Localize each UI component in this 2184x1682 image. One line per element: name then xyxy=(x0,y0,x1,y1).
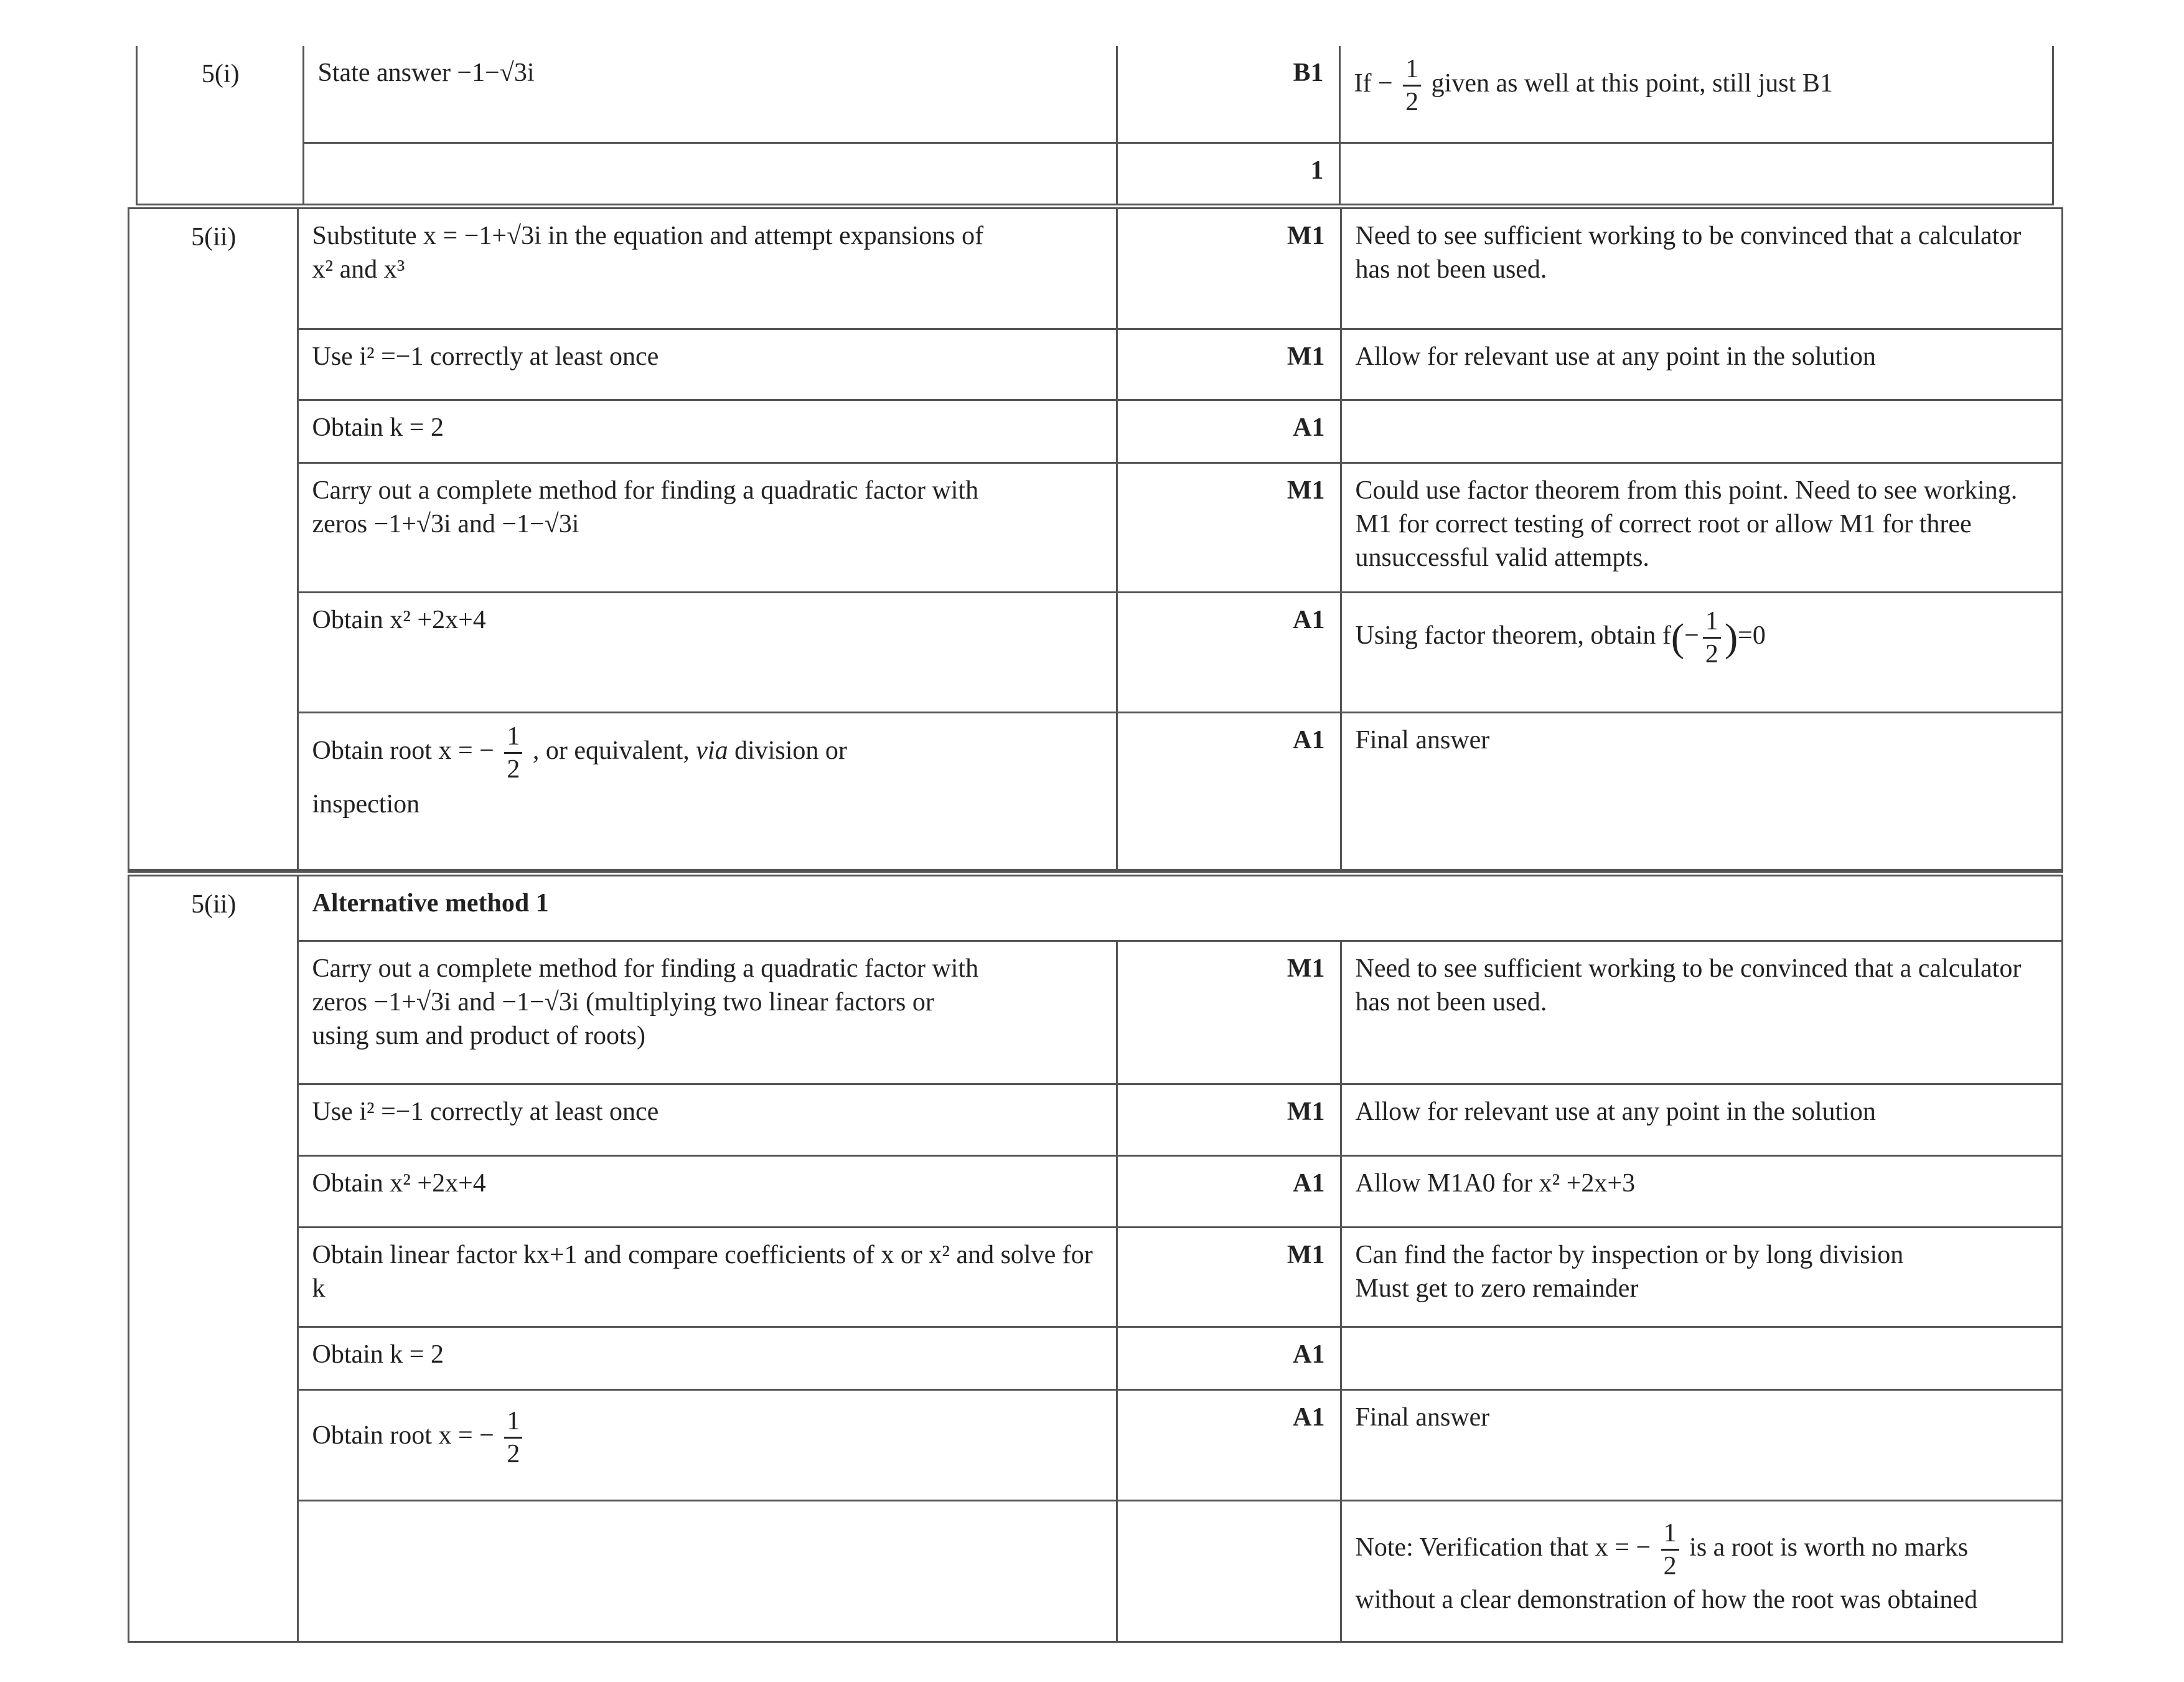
guidance-cell: Final answer xyxy=(1341,712,2061,869)
guidance-text: Using factor theorem, obtain f xyxy=(1355,621,1671,650)
guidance-line: Must get to zero remainder xyxy=(1355,1274,1639,1303)
guidance-line: without a clear demonstration of how the root was obtained xyxy=(1355,1585,1978,1614)
answer-line: Carry out a complete method for finding a quadratic factor with xyxy=(312,954,979,983)
numerator: 1 xyxy=(504,1408,522,1439)
right-paren: ) xyxy=(1724,615,1738,659)
fraction xyxy=(1661,1520,1679,1579)
guidance-cell xyxy=(1341,1500,2061,1641)
guidance-line: Can find the factor by inspection or by long division xyxy=(1355,1240,1904,1269)
mark-cell xyxy=(1117,1500,1341,1641)
guidance-cell: Allow for relevant use at any point in the solution xyxy=(1341,1084,2061,1155)
mark-cell: A1 xyxy=(1117,400,1341,463)
question-number: 5(ii) xyxy=(129,876,298,1641)
guidance-cell: Allow for relevant use at any point in the solution xyxy=(1341,329,2061,400)
question-number: 5(i) xyxy=(138,46,303,204)
mark-table-5ii-alt xyxy=(129,876,2061,1641)
answer-text: Obtain root x = − xyxy=(312,1421,494,1450)
answer-cell: Obtain k = 2 xyxy=(298,1327,1117,1389)
fraction xyxy=(504,723,522,782)
denominator: 2 xyxy=(507,754,520,784)
guidance-cell xyxy=(1339,46,2052,143)
denominator: 2 xyxy=(1663,1551,1677,1581)
question-number: 5(ii) xyxy=(129,209,298,869)
mark-cell: B1 xyxy=(1117,46,1339,143)
total-mark-cell: 1 xyxy=(1117,143,1339,204)
guidance-cell xyxy=(1341,1327,2061,1389)
mark-cell: A1 xyxy=(1117,1389,1341,1500)
numerator: 1 xyxy=(1703,608,1721,639)
answer-text: division or xyxy=(734,736,847,765)
left-paren: ( xyxy=(1671,615,1685,659)
guidance-cell xyxy=(1341,592,2061,712)
answer-cell xyxy=(298,463,1117,592)
guidance-text: If − xyxy=(1354,69,1393,98)
answer-cell: Obtain k = 2 xyxy=(298,400,1117,463)
answer-line: zeros −1+√3i and −1−√3i xyxy=(312,509,579,538)
mark-cell: M1 xyxy=(1117,209,1341,329)
guidance-text: is a root is worth no marks xyxy=(1689,1533,1969,1562)
answer-text-italic: via xyxy=(696,736,728,765)
numerator: 1 xyxy=(1661,1520,1679,1551)
mark-cell: M1 xyxy=(1117,463,1341,592)
answer-text: Obtain root x = − xyxy=(312,736,494,765)
answer-line: x² and x³ xyxy=(312,255,405,284)
mark-cell: A1 xyxy=(1117,1155,1341,1227)
guidance-cell: Final answer xyxy=(1341,1389,2061,1500)
answer-cell xyxy=(303,143,1117,204)
mark-cell: M1 xyxy=(1117,329,1341,400)
mark-cell: A1 xyxy=(1117,1327,1341,1389)
guidance-cell: Need to see sufficient working to be convinced that a calculator has not been used. xyxy=(1341,941,2061,1084)
answer-line xyxy=(312,723,1104,782)
mark-table-5i xyxy=(138,46,2052,204)
guidance-text: =0 xyxy=(1738,621,1766,650)
fraction xyxy=(504,1408,522,1467)
answer-cell: Obtain linear factor kx+1 and compare coefficients of x or x² and solve for k xyxy=(298,1227,1117,1327)
answer-line: zeros −1+√3i and −1−√3i (multiplying two linear factors or xyxy=(312,987,934,1017)
guidance-cell xyxy=(1339,143,2052,204)
denominator: 2 xyxy=(507,1439,520,1468)
answer-line: using sum and product of roots) xyxy=(312,1021,645,1050)
guidance-cell xyxy=(1341,1227,2061,1327)
mark-cell: A1 xyxy=(1117,712,1341,869)
fraction xyxy=(1703,608,1721,667)
answer-text: , or equivalent, xyxy=(532,736,690,765)
guidance-cell: Allow M1A0 for x² +2x+3 xyxy=(1341,1155,2061,1227)
guidance-text: Note: Verification that x = − xyxy=(1355,1533,1651,1562)
mark-cell: M1 xyxy=(1117,1227,1341,1327)
guidance-cell: Could use factor theorem from this point. Need to see working. M1 for correct testing of correct root or allow M1 for three unsuccessful valid attempts. xyxy=(1341,463,2061,592)
section-5ii-alt xyxy=(128,875,2063,1643)
fraction xyxy=(1403,56,1421,115)
numerator: 1 xyxy=(1403,56,1421,87)
answer-line: Substitute x = −1+√3i in the equation and attempt expansions of xyxy=(312,222,984,250)
answer-cell xyxy=(298,1500,1117,1641)
answer-cell: State answer −1−√3i xyxy=(303,46,1117,143)
mark-table-5ii xyxy=(129,209,2061,869)
mark-cell: A1 xyxy=(1117,592,1341,712)
mark-cell: M1 xyxy=(1117,941,1341,1084)
guidance-text: given as well at this point, still just B1 xyxy=(1431,69,1833,98)
method-heading: Alternative method 1 xyxy=(298,876,2061,941)
guidance-cell: Need to see sufficient working to be convinced that a calculator has not been used. xyxy=(1341,209,2061,329)
answer-cell xyxy=(298,1389,1117,1500)
section-5i xyxy=(136,46,2054,205)
answer-cell: Obtain x² +2x+4 xyxy=(298,592,1117,712)
answer-cell: Obtain x² +2x+4 xyxy=(298,1155,1117,1227)
answer-line: inspection xyxy=(312,789,420,819)
divider xyxy=(128,871,2063,873)
answer-cell: Use i² =−1 correctly at least once xyxy=(298,1084,1117,1155)
mark-cell: M1 xyxy=(1117,1084,1341,1155)
guidance-line xyxy=(1356,1520,2050,1579)
answer-cell xyxy=(298,712,1117,869)
denominator: 2 xyxy=(1405,88,1419,116)
answer-line: Carry out a complete method for finding a quadratic factor with xyxy=(312,476,979,505)
answer-cell xyxy=(298,209,1117,329)
denominator: 2 xyxy=(1705,639,1718,669)
guidance-cell xyxy=(1341,400,2061,463)
numerator: 1 xyxy=(504,723,522,754)
section-5ii xyxy=(128,207,2063,871)
answer-cell: Use i² =−1 correctly at least once xyxy=(298,329,1117,400)
answer-cell xyxy=(298,941,1117,1084)
minus-sign: − xyxy=(1684,621,1699,650)
